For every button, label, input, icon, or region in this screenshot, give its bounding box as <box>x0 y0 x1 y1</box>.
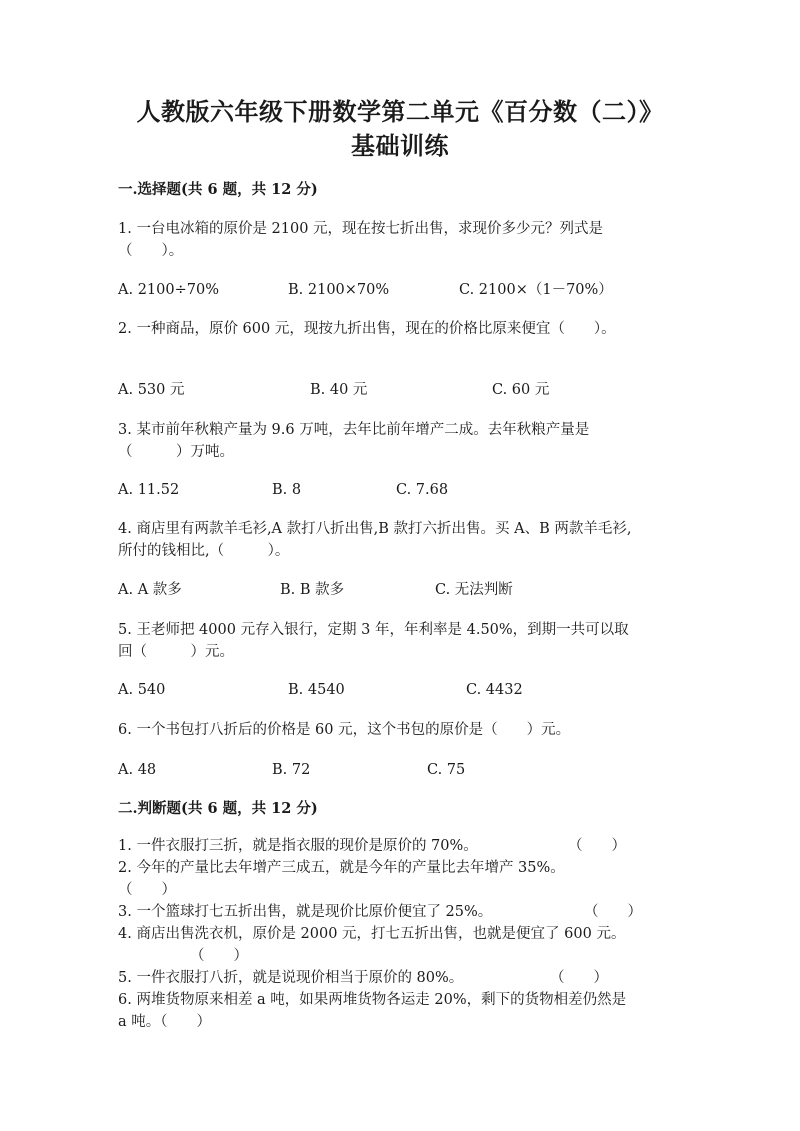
question-2-option-a: A. 530 元 <box>118 382 185 398</box>
judgment-item-3: 3. 一个篮球打七五折出售，就是现价比原价便宜了 25%。 <box>118 904 493 920</box>
question-6-option-b: B. 72 <box>272 762 311 778</box>
question-6-option-c: C. 75 <box>427 762 466 778</box>
question-3-option-b: B. 8 <box>272 482 302 498</box>
judgment-item-4: 4. 商店出售洗衣机，原价是 2000 元，打七五折出售，也就是便宜了 600 元。 <box>118 926 626 942</box>
question-3-option-a: A. 11.52 <box>118 482 180 498</box>
judgment-item-1-answer-blank[interactable]: （ ） <box>568 838 626 854</box>
question-1-option-c: C. 2100×（1－70%） <box>459 282 613 298</box>
page-subtitle: 基础训练 <box>351 131 449 160</box>
question-5-line-2: 回（ ）元。 <box>118 644 234 660</box>
question-4-option-b: B. B 款多 <box>280 582 345 598</box>
question-2-line-1: 2. 一种商品，原价 600 元，现按九折出售，现在的价格比原来便宜（ ）。 <box>118 321 616 337</box>
question-1-line-1: 1. 一台电冰箱的原价是 2100 元，现在按七折出售，求现价多少元？列式是 <box>118 221 604 237</box>
question-3-line-1: 3. 某市前年秋粮产量为 9.6 万吨，去年比前年增产二成。去年秋粮产量是 <box>118 422 590 438</box>
question-5-option-a: A. 540 <box>118 682 166 698</box>
judgment-item-6-continuation[interactable]: a 吨。（ ） <box>118 1014 212 1030</box>
section-heading-judgment: 二.判断题(共 6 题，共 12 分) <box>118 800 318 817</box>
judgment-item-2: 2. 今年的产量比去年增产三成五，就是今年的产量比去年增产 35%。 <box>118 860 565 876</box>
question-5-line-1: 5. 王老师把 4000 元存入银行，定期 3 年，年利率是 4.50%，到期一共可以取 <box>118 622 629 638</box>
judgment-item-4-answer-blank[interactable]: （ ） <box>190 948 248 964</box>
judgment-item-2-answer-blank[interactable]: （ ） <box>118 882 176 898</box>
judgment-item-1: 1. 一件衣服打三折，就是指衣服的现价是原价的 70%。 <box>118 838 478 854</box>
question-5-option-b: B. 4540 <box>288 682 345 698</box>
question-6-option-a: A. 48 <box>118 762 157 778</box>
question-4-option-a: A. A 款多 <box>118 582 182 598</box>
question-2-option-b: B. 40 元 <box>310 382 368 398</box>
question-1-option-a: A. 2100÷70% <box>118 282 219 298</box>
question-2-option-c: C. 60 元 <box>492 382 550 398</box>
question-4-line-1: 4. 商店里有两款羊毛衫,A 款打八折出售,B 款打六折出售。买 A、B 两款羊毛衫, <box>118 521 632 537</box>
judgment-item-5: 5. 一件衣服打八折，就是说现价相当于原价的 80%。 <box>118 970 464 986</box>
question-5-option-c: C. 4432 <box>466 682 523 698</box>
question-1-line-2: （ ）。 <box>118 243 184 259</box>
question-1-option-b: B. 2100×70% <box>288 282 390 298</box>
judgment-item-6: 6. 两堆货物原来相差 a 吨，如果两堆货物各运走 20%，剩下的货物相差仍然是 <box>118 992 627 1008</box>
question-3-option-c: C. 7.68 <box>396 482 449 498</box>
question-4-line-2: 所付的钱相比,（ ）。 <box>118 543 290 559</box>
judgment-item-5-answer-blank[interactable]: （ ） <box>550 970 608 986</box>
section-heading-choice: 一.选择题(共 6 题，共 12 分) <box>118 181 318 198</box>
question-4-option-c: C. 无法判断 <box>435 582 513 598</box>
question-3-line-2: （ ）万吨。 <box>118 444 234 460</box>
question-6-line-1: 6. 一个书包打八折后的价格是 60 元，这个书包的原价是（ ）元。 <box>118 722 571 738</box>
page-title: 人教版六年级下册数学第二单元《百分数（二）》 <box>136 97 664 126</box>
judgment-item-3-answer-blank[interactable]: （ ） <box>584 904 642 920</box>
